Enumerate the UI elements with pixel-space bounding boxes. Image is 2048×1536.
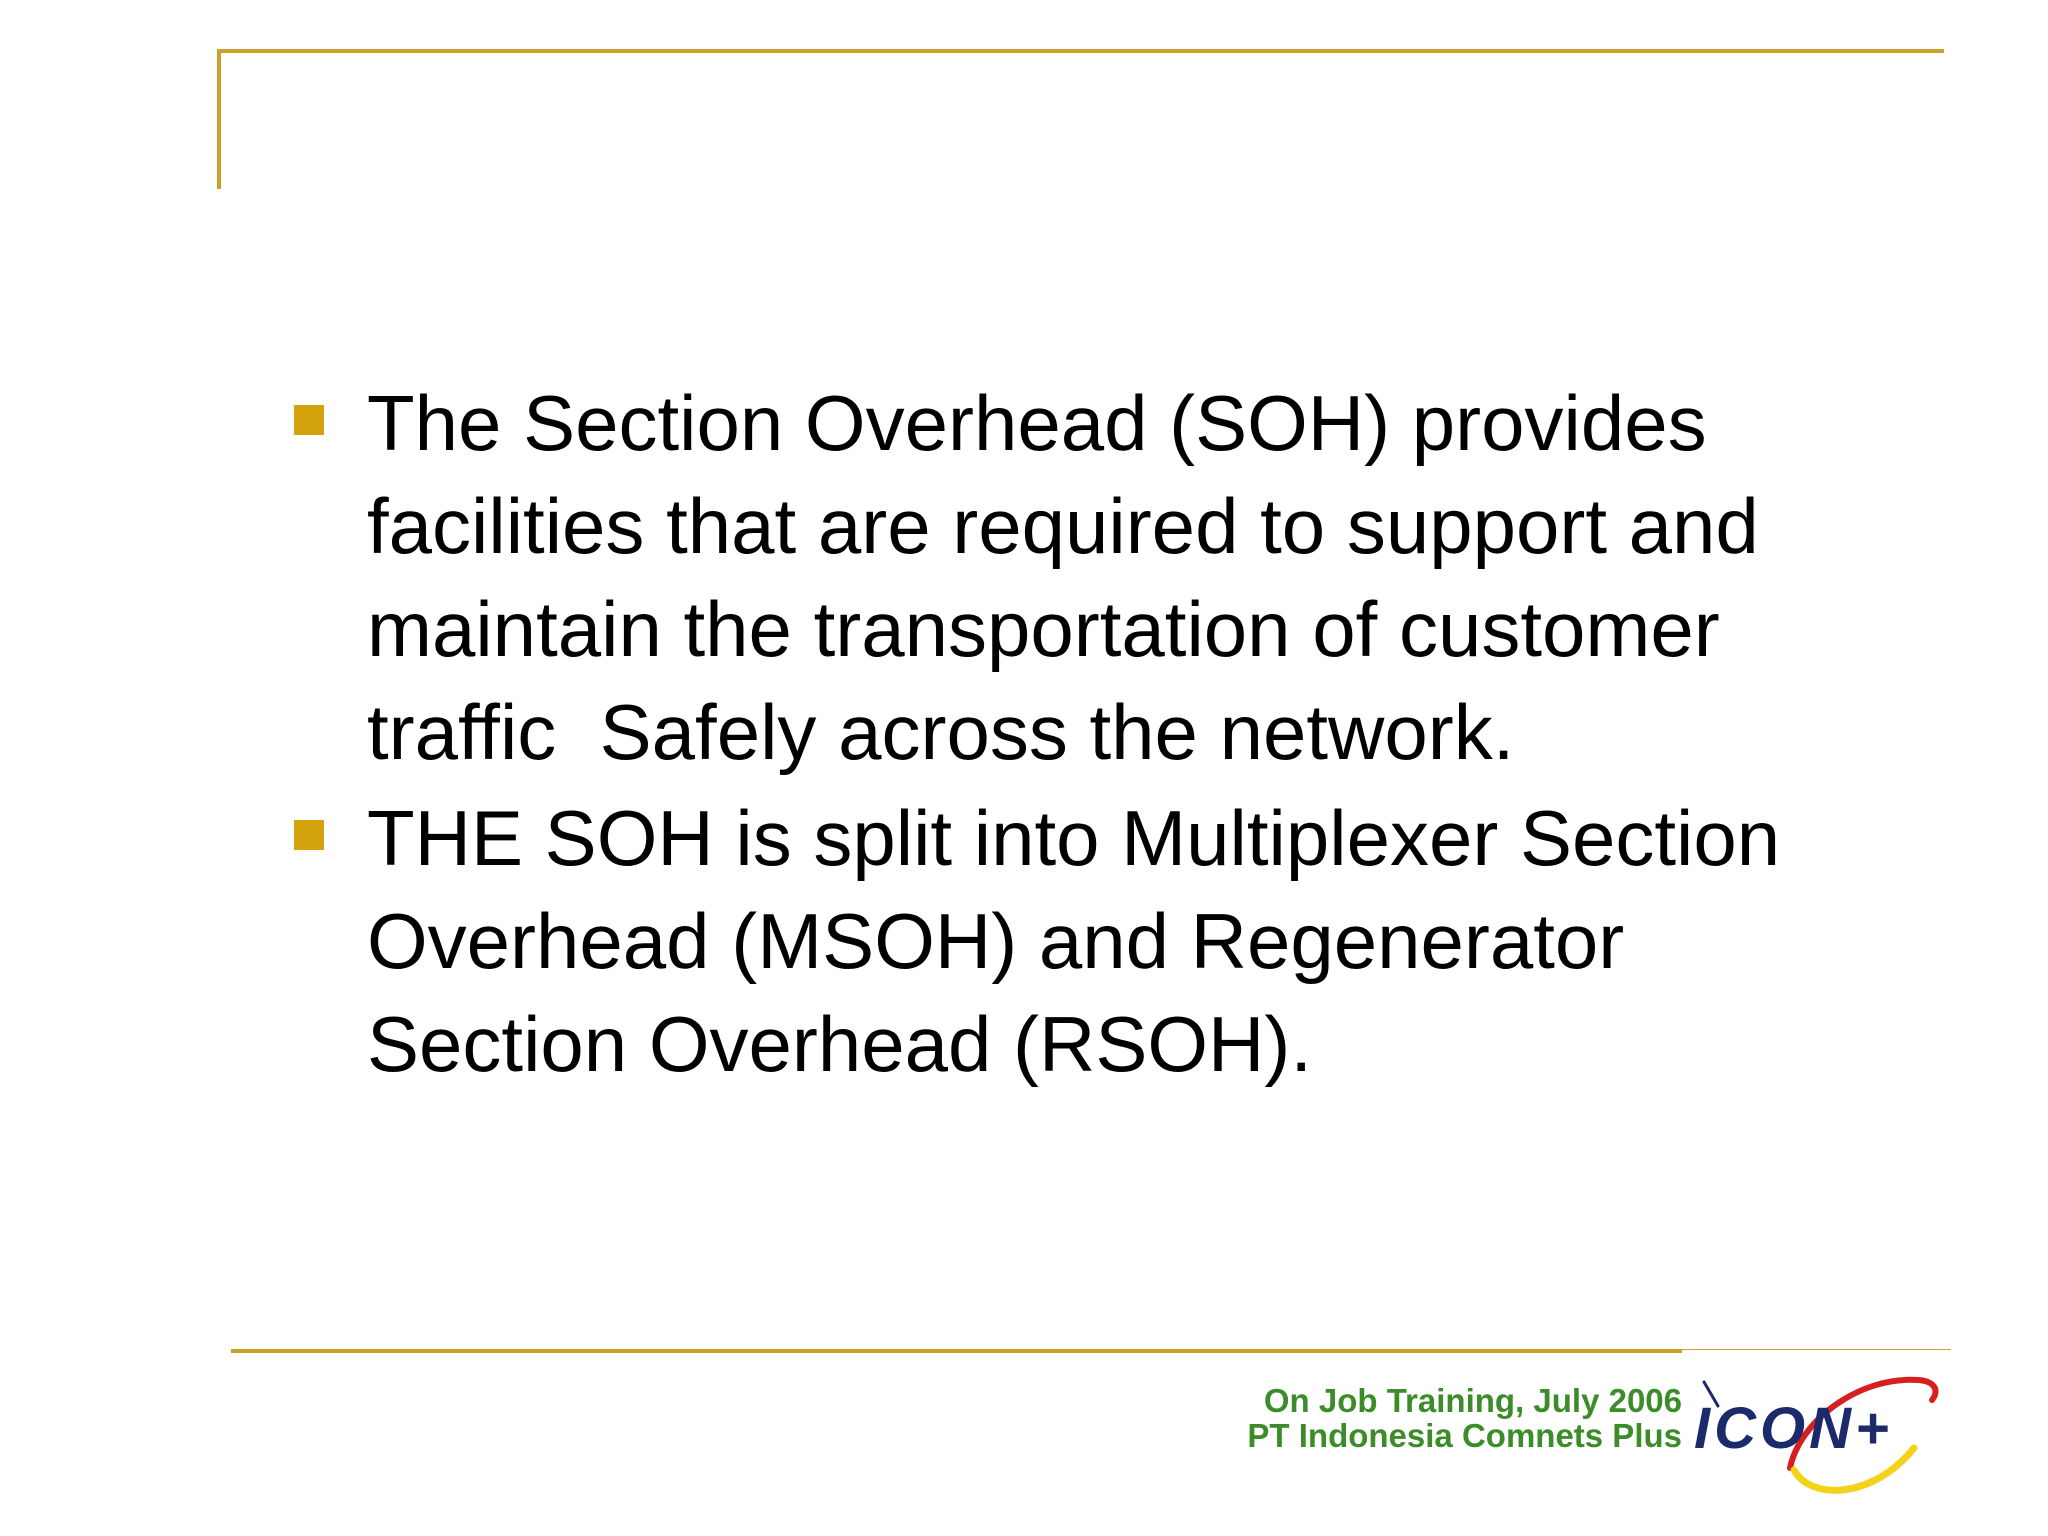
square-bullet-icon (294, 405, 324, 435)
footer-event: On Job Training, July 2006 (1263, 1382, 1682, 1419)
footer-company: PT Indonesia Comnets Plus (1247, 1417, 1682, 1454)
footer-caption (1247, 1383, 1682, 1453)
square-bullet-icon (294, 820, 324, 850)
left-frame-line (217, 49, 221, 189)
icon-plus-logo (1682, 1350, 1982, 1500)
bullet-text: THE SOH is split into Multiplexer Section Overhead (MSOH) and Regenerator Section Overhead (RSOH). (367, 794, 1781, 1088)
logo-wordmark: ICON+ (1694, 1396, 1893, 1461)
top-frame-line (217, 49, 1944, 53)
bullet-text: The Section Overhead (SOH) provides facilities that are required to support and maintain the transportation of customer traffic Safely across the network. (367, 379, 1759, 776)
slide-body (290, 372, 1950, 1099)
bullet-item (290, 372, 1950, 784)
bullet-item (290, 787, 1950, 1096)
